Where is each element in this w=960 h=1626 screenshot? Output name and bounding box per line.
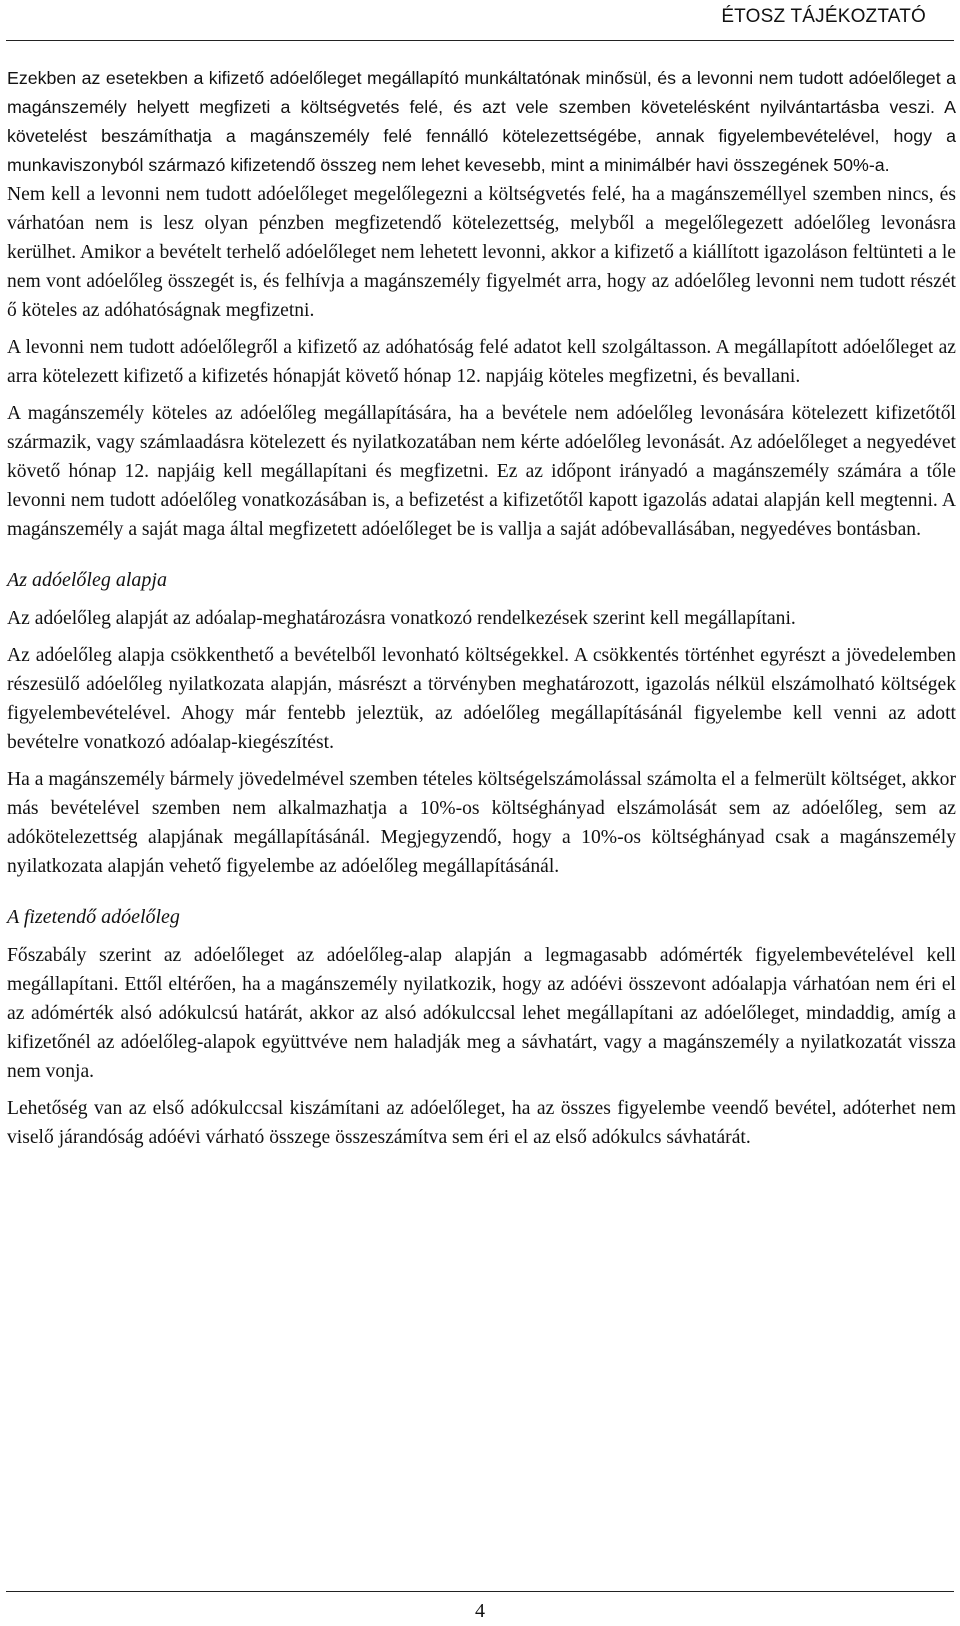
footer-rule: [6, 1591, 954, 1592]
paragraph-basis-2: Az adóelőleg alapja csökkenthető a bevételből levonható költségekkel. A csökkentés történhet egyrészt a jövedelemben részesülő adóelőleg nyilatkozata alapján, másrészt a törvényben meghatározott, igazolás nélkül elszámolható költségek figyelembevételével. Ahogy már fentebb jeleztük, az adóelőleg megállapításánál figyelembe kell venni az adott bevételre vonatkozó adóalap-kiegészítést.: [7, 645, 956, 753]
paragraph-payable-1: Főszabály szerint az adóelőleget az adóelőleg-alap alapján a legmagasabb adómérték figyelembevételével kell megállapítani. Ettől eltérően, ha a magánszemély nyilatkozik, hogy az adóévi összevont adóalapja várhatóan nem éri el az adómérték alsó adókulcsú határát, akkor az alsó adókulccsal lehet megállapítani az adóelőleget, mindaddig, amíg a kifizetőnél az adóelőleg-alapok együttvéve nem haladják meg a sávhatárt, vagy a magánszemély a nyilatkozatát vissza nem vonja.: [7, 945, 956, 1082]
paragraph-self-assessment: A magánszemély köteles az adóelőleg megállapítására, ha a bevétele nem adóelőleg levonására kötelezett kifizetőtől származik, vagy számlaadásra kötelezett és nyilatkozatában nem kérte adóelőleg levonását. Az adóelőleget a negyedévet követő hónap 12. napjáig kell megállapítani és megfizetni. Ez az időpont irányadó a magánszemély számára a tőle levonni nem tudott adóelőleg vonatkozásában is, a befizetést a kifizetőtől kapott igazolás adatai alapján kell megtenni. A magánszemély a saját maga által megfizetett adóelőleget be is vallja a saját adóbevallásában, negyedéves bontásban.: [7, 403, 956, 540]
document-body: [7, 64, 956, 1160]
paragraph-basis-1: Az adóelőleg alapját az adóalap-meghatározásra vonatkozó rendelkezések szerint kell megállapítani.: [7, 608, 796, 629]
paragraph-basis-3: Ha a magánszemély bármely jövedelmével szemben tételes költségelszámolással számolta el a felmerült költséget, akkor más bevételével szemben nem alkalmazhatja a 10%-os költséghányad elszámolását sem az adóelőleg, sem az adókötelezettség alapjának megállapításánál. Megjegyzendő, hogy a 10%-os költséghányad csak a magánszemély nyilatkozata alapján vehető figyelembe az adóelőleg megállapításánál.: [7, 769, 956, 877]
paragraph-intro: Ezekben az esetekben a kifizető adóelőleget megállapító munkáltatónak minősül, és a levonni nem tudott adóelőleget a magánszemély helyett megfizeti a költségvetés felé, és azt vele szemben követelésként nyilvántartásba veszi. A követelést beszámíthatja a magánszemély felé fennálló kötelezettségébe, annak figyelembevételével, hogy a munkaviszonyból származó kifizetendő összeg nem lehet kevesebb, mint a minimálbér havi összegének 50%-a.: [7, 68, 956, 175]
section-heading-basis: Az adóelőleg alapja: [7, 569, 167, 591]
header-rule: [6, 40, 954, 41]
paragraph-reporting: A levonni nem tudott adóelőlegről a kifizető az adóhatóság felé adatot kell szolgáltasson. A megállapított adóelőleget az arra kötelezett kifizető a kifizetés hónapját követő hónap 12. napjáig köteles megfizetni, és bevallani.: [7, 337, 956, 387]
section-heading-payable: A fizetendő adóelőleg: [7, 906, 180, 928]
page-header-title: ÉTOSZ TÁJÉKOZTATÓ: [721, 6, 926, 27]
page-number: 4: [475, 1600, 485, 1622]
paragraph-advance: Nem kell a levonni nem tudott adóelőleget megelőlegezni a költségvetés felé, ha a magánszeméllyel szemben nincs, és várhatóan nem is lesz olyan pénzben megfizetendő kötelezettség, melyből a megelőlegezett adóelőleg levonásra kerülhet. Amikor a bevételt terhelő adóelőleget nem lehetett levonni, akkor a kifizető a kiállított igazoláson feltünteti a le nem vont adóelőleg összegét is, és felhívja a magánszemély figyelmét arra, hogy az adóelőleg levonni nem tudott részét ő köteles az adóhatóságnak megfizetni.: [7, 184, 956, 321]
paragraph-payable-2: Lehetőség van az első adókulccsal kiszámítani az adóelőleget, ha az összes figyelembe veendő bevétel, adóterhet nem viselő járandóság adóévi várható összege összeszámítva sem éri el az első adókulcs sávhatárát.: [7, 1098, 956, 1148]
